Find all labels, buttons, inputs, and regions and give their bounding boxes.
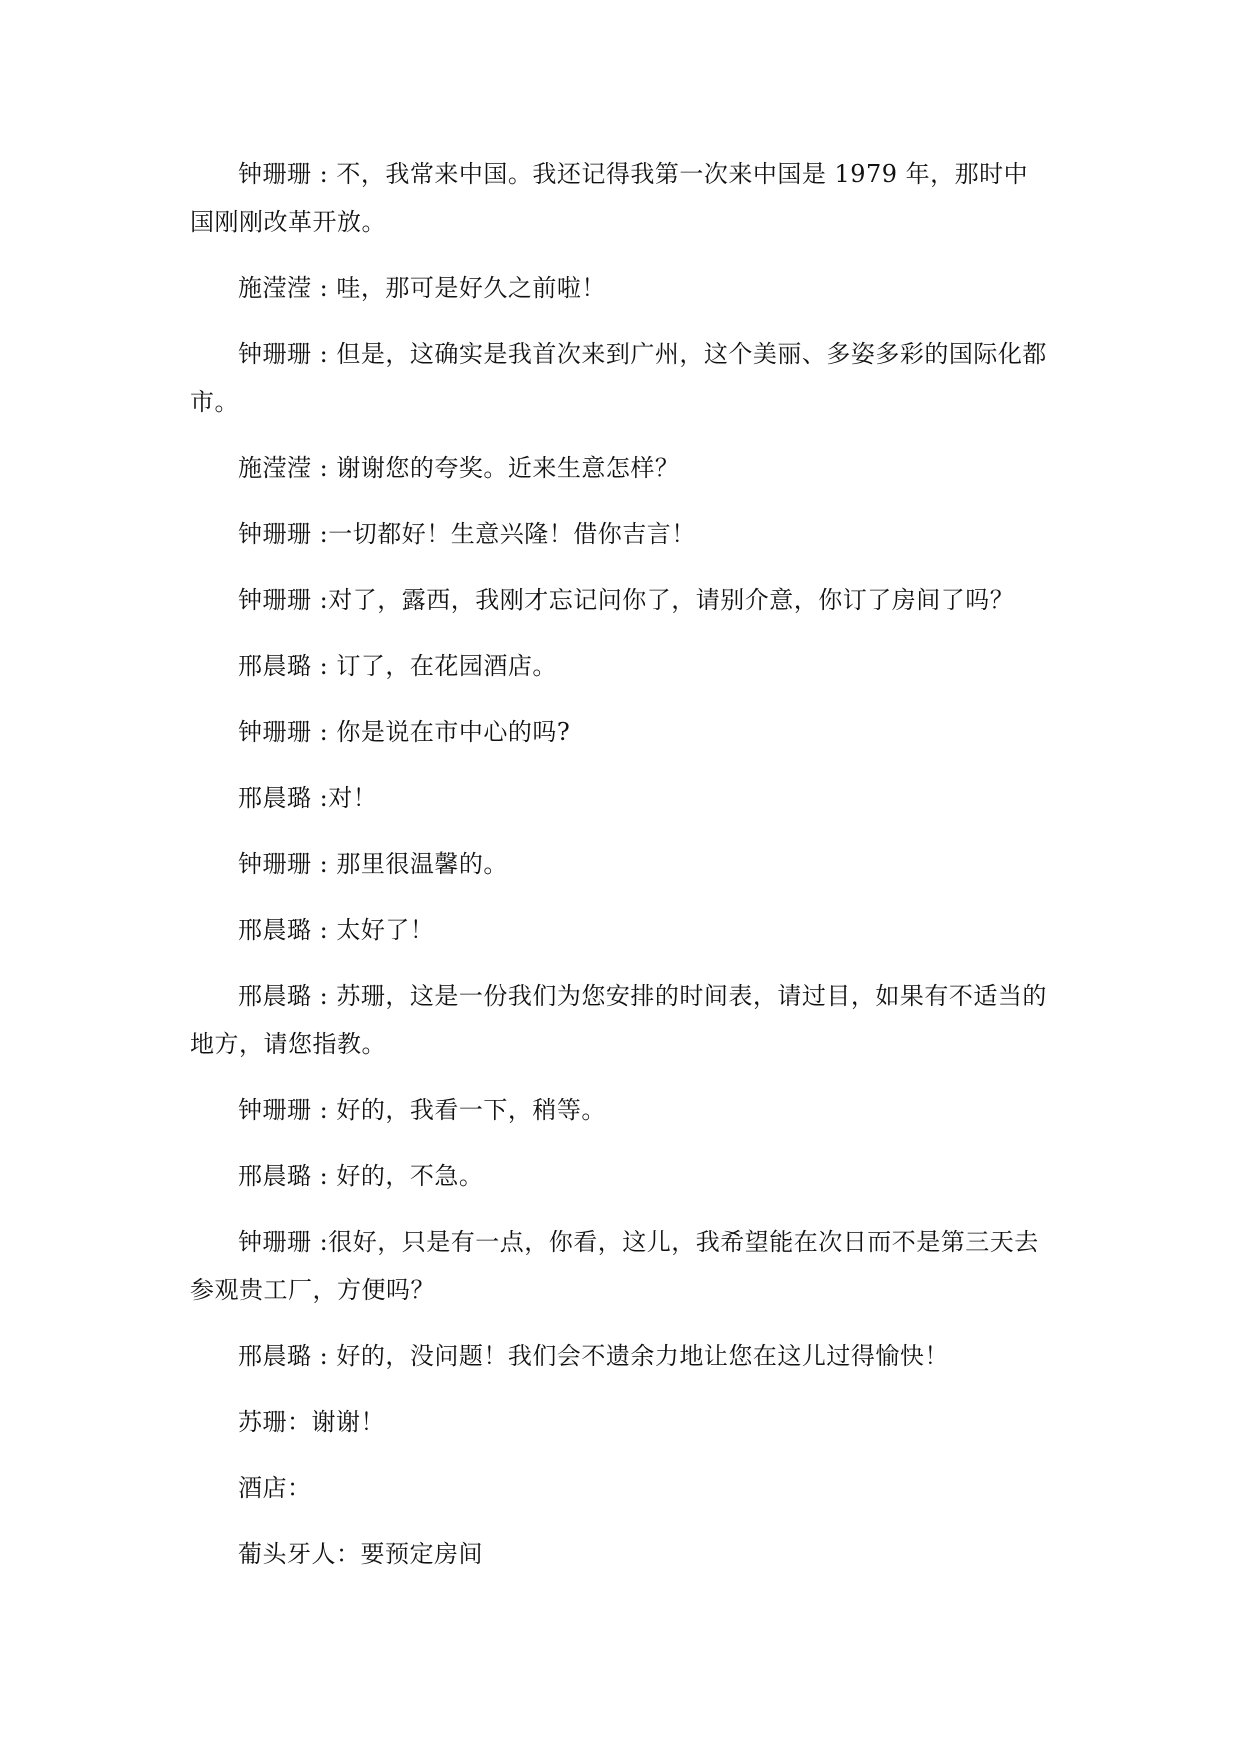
dialogue-paragraph: 邢晨璐 : 太好了！ xyxy=(238,916,435,944)
document-body xyxy=(190,150,1050,1596)
dialogue-paragraph: 邢晨璐 : 好的，不急。 xyxy=(238,1162,484,1190)
dialogue-paragraph: 葡头牙人：要预定房间 xyxy=(238,1540,483,1568)
dialogue-paragraph: 钟珊珊 : 你是说在市中心的吗? xyxy=(238,718,571,746)
dialogue-paragraph: 钟珊珊 : 但是，这确实是我首次来到广州，这个美丽、多姿多彩的国际化都市。 xyxy=(190,340,1047,416)
dialogue-paragraph: 施滢滢 : 谢谢您的夸奖。近来生意怎样？ xyxy=(238,454,680,482)
dialogue-paragraph: 邢晨璐 : 订了，在花园酒店。 xyxy=(238,652,557,680)
dialogue-paragraph: 钟珊珊 :很好，只是有一点，你看，这儿，我希望能在次日而不是第三天去参观贵工厂，方便吗？ xyxy=(190,1228,1039,1304)
dialogue-paragraph: 钟珊珊 :一切都好！生意兴隆！借你吉言！ xyxy=(238,520,696,548)
dialogue-paragraph: 苏珊：谢谢！ xyxy=(238,1408,385,1436)
dialogue-paragraph: 邢晨璐 :对！ xyxy=(238,784,378,812)
dialogue-paragraph: 钟珊珊 :对了，露西，我刚才忘记问你了，请别介意，你订了房间了吗？ xyxy=(238,586,1015,614)
dialogue-paragraph: 钟珊珊 : 不，我常来中国。我还记得我第一次来中国是 1979 年，那时中国刚刚改革开放。 xyxy=(190,160,1029,236)
dialogue-paragraph: 钟珊珊 : 好的，我看一下，稍等。 xyxy=(238,1096,606,1124)
dialogue-paragraph: 施滢滢 : 哇，那可是好久之前啦！ xyxy=(238,274,606,302)
dialogue-paragraph: 邢晨璐 : 苏珊，这是一份我们为您安排的时间表，请过目，如果有不适当的地方，请您指教。 xyxy=(190,982,1047,1058)
dialogue-paragraph: 钟珊珊 : 那里很温馨的。 xyxy=(238,850,508,878)
dialogue-paragraph: 邢晨璐 : 好的，没问题！我们会不遗余力地让您在这儿过得愉快！ xyxy=(238,1342,949,1370)
section-heading: 酒店： xyxy=(238,1474,312,1502)
